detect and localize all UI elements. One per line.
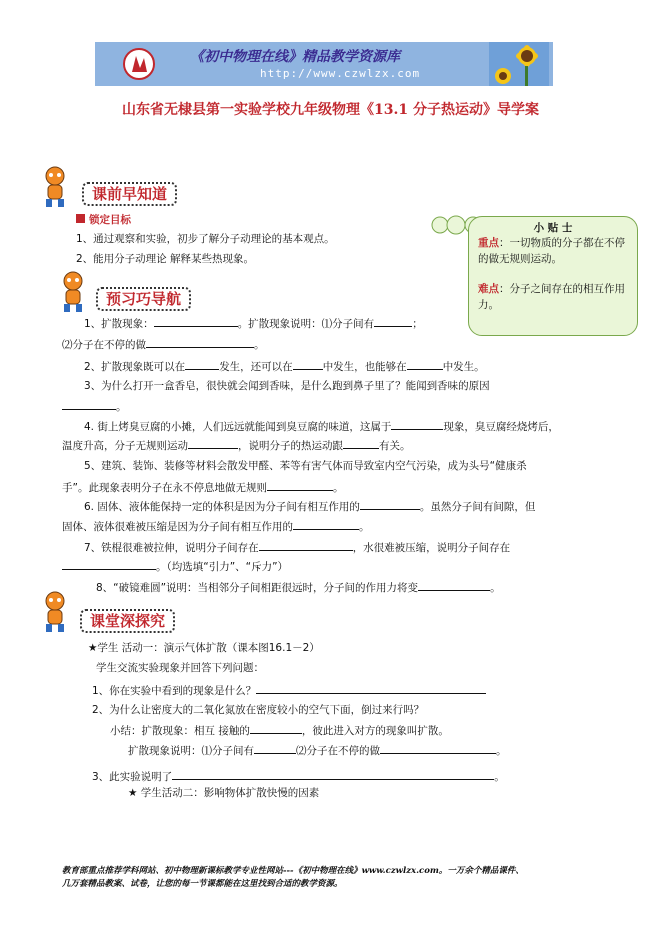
- tiger-mascot-icon: [58, 270, 88, 314]
- question-1-cont: ⑵分子在不停的做 。: [62, 336, 265, 352]
- goal-2: 2、能用分子动理论 解释某些热现象。: [76, 253, 255, 265]
- target-subheading: 锁定目标: [76, 213, 131, 227]
- sunflower-icon: [489, 42, 549, 86]
- question-2: 2、扩散现象既可以在 发生，还可以在 中发生，也能够在 中发生。: [84, 358, 485, 374]
- summary-line-2: 扩散现象说明：⑴分子间有 ⑵分子在不停的做 。: [128, 742, 507, 758]
- activity-question-1: 1、你在实验中看到的现象是什么？: [92, 682, 486, 698]
- footer-line-2: 几万套精品教案、试卷，让您的每一节课都能在这里找到合适的教学资源。: [62, 879, 343, 889]
- tip-title: 小 贴 士: [533, 222, 573, 234]
- question-6-cont: 固体、液体很难被压缩是因为分子间有相互作用的 。: [62, 518, 370, 534]
- activity-1: ★学生 活动一：演示气体扩散（课本图16.1－2）: [88, 642, 320, 654]
- question-4: 4. 街上烤臭豆腐的小摊，人们远远就能闻到臭豆腐的味道，这属于 现象，臭豆腐经烧烤后，: [84, 418, 559, 434]
- question-8: 8、“破镜难圆”说明：当相邻分子间相距很远时，分子间的作用力将变 。: [96, 579, 501, 595]
- activity-question-2: 2、为什么让密度大的二氧化氮放在密度较小的空气下面，倒过来行吗？: [92, 704, 425, 716]
- activity-question-3: 3、此实验说明了 。: [92, 768, 505, 784]
- summary-line-1: 小结：扩散现象：相互 接触的 ，彼此进入对方的现象叫扩散。: [110, 722, 449, 738]
- question-4-cont: 温度升高，分子无规则运动 ，说明分子的热运动跟 有关。: [62, 437, 411, 453]
- question-6: 6. 固体、液体能保持一定的体积是因为分子间有相互作用的 。虽然分子间有间隙，但: [84, 498, 535, 514]
- tip-body: [478, 235, 630, 313]
- document-title: 山东省无棣县第一实验学校九年级物理《13.1 分子热运动》导学案: [122, 102, 539, 118]
- goal-1: 1、通过观察和实验，初步了解分子动理论的基本观点。: [76, 233, 335, 245]
- section-heading-preview: 课前早知道: [82, 183, 177, 204]
- footer: [62, 865, 622, 891]
- question-7-cont: 。（均选填“引力”、“斥力”）: [62, 558, 288, 574]
- tiger-mascot-icon: [40, 590, 70, 634]
- tiger-mascot-icon: [40, 165, 70, 209]
- section-heading-classroom: 课堂深探究: [80, 610, 175, 631]
- square-bullet-icon: [76, 214, 85, 223]
- question-5: 5、建筑、装饰、装修等材料会散发甲醛、苯等有害气体而导致室内空气污染，成为头号“健康杀: [84, 460, 527, 472]
- question-1: 1、扩散现象： 。扩散现象说明：⑴分子间有 ；: [84, 315, 423, 331]
- banner-url: http://www.czwlzx.com: [260, 67, 421, 80]
- logo-icon: [123, 48, 155, 80]
- banner-title: 《初中物理在线》精品教学资源库: [190, 49, 400, 65]
- section-heading-pre-study: 预习巧导航: [96, 288, 191, 309]
- question-3-cont: 。: [62, 398, 127, 414]
- question-7: 7、铁棍很难被拉伸，说明分子间存在 ，水很难被压缩，说明分子间存在: [84, 539, 510, 555]
- activity-2: ★ 学生活动二：影响物体扩散快慢的因素: [128, 787, 320, 799]
- header-banner: [95, 42, 553, 86]
- tip-box: [468, 216, 638, 336]
- activity-intro: 学生交流实验现象并回答下列问题：: [96, 662, 264, 674]
- tip-difficulty: 难点：分子之间存在的相互作用力。: [478, 283, 625, 311]
- question-5-cont: 手”。此现象表明分子在永不停息地做无规则 。: [62, 479, 343, 495]
- footer-line-1: 教育部重点推荐学科网站、初中物理新课标教学专业性网站---《初中物理在线》www.czwlzx.com。一万余个精品课件、: [62, 866, 524, 876]
- question-3: 3、为什么打开一盒香皂，很快就会闻到香味，是什么跑到鼻子里了？能闻到香味的原因: [84, 380, 490, 392]
- tip-key-point: 重点：一切物质的分子都在不停的做无规则运动。: [478, 237, 625, 265]
